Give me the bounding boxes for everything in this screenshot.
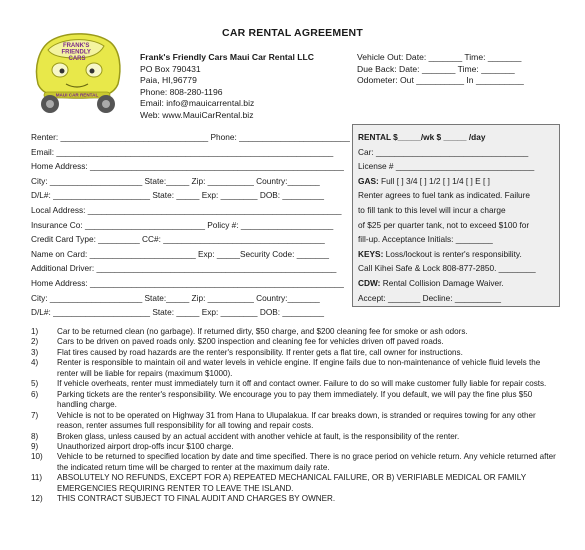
renter-phone-field[interactable]: Renter: ________________________________ Phone: ________________________ xyxy=(31,132,350,142)
due-back-line: Due Back: Date: _______ Time: _______ xyxy=(357,63,515,74)
keys-label: KEYS: xyxy=(358,248,384,259)
cdw-line xyxy=(358,276,536,291)
term-item xyxy=(31,442,561,452)
home-address-field[interactable]: Home Address: _______________________________________________________ xyxy=(31,161,344,172)
term-text: Unauthorized airport drop-offs incur $100 charge. xyxy=(57,441,234,451)
city-state-zip-field[interactable]: City: ____________________ State:_____ Zip: __________ Country:_______ xyxy=(31,175,320,186)
term-text: Car to be returned clean (no garbage). If returned dirty, $50 charge, and $200 cleaning fee for smoke or ash odors. xyxy=(57,327,468,336)
additional-driver-field[interactable]: Additional Driver: ____________________________________________________ xyxy=(31,263,337,274)
term-number: 5) xyxy=(31,379,39,389)
rental-details xyxy=(358,130,536,305)
company-address-line1: PO Box 790431 xyxy=(140,63,201,74)
term-text: Broken glass, unless caused by an actual accident with another vehicle at fault, is the responsibility of the renter. xyxy=(57,431,460,441)
term-text: Parking tickets are the renter's responsibility. We encourage you to pay them immediately. If you default, we will pay the fine plus $50 handling charge. xyxy=(57,389,533,410)
term-number: 7) xyxy=(31,410,39,420)
term-text: Cars to be driven on paved roads only. $200 inspection and cleaning fee for vehicles driven off paved roads. xyxy=(57,337,444,347)
term-item xyxy=(31,411,561,432)
terms-list xyxy=(31,327,561,505)
fuel-policy-line3: of $25 per quarter tank, not to exceed $100 for xyxy=(358,219,530,230)
vehicle-out-line: Vehicle Out: Date: _______ Time: _______ xyxy=(357,52,522,62)
company-web: Web: www.MauiCarRental.biz xyxy=(140,109,254,120)
cdw-label: CDW: xyxy=(358,277,381,288)
cdw-accept-decline[interactable]: Accept: _______ Decline: __________ xyxy=(358,292,502,303)
insurance-field[interactable]: Insurance Co: __________________________ Policy #: ____________________ xyxy=(31,219,334,230)
company-address-line2: Paia, HI,96779 xyxy=(140,75,197,85)
company-info xyxy=(140,52,314,121)
term-number: 8) xyxy=(31,431,39,441)
term-number: 9) xyxy=(31,441,39,451)
fuel-policy-line1: Renter agrees to fuel tank as indicated. Failure xyxy=(358,190,531,201)
company-email: Email: info@mauicarrental.biz xyxy=(140,98,255,108)
fuel-acceptance[interactable]: fill-up. Acceptance Initials: ________ xyxy=(358,234,493,245)
term-item xyxy=(31,452,561,473)
keys-text: Loss/lockout is renter's responsibility. xyxy=(383,248,522,259)
term-text: Renter is responsible to maintain oil and water levels in vehicle engine. If engine fails due to non-maintenance of vehicle fluid levels the renter will be liable for repairs (maximum $1000). xyxy=(57,358,541,378)
term-number: 3) xyxy=(31,347,39,357)
document-title: CAR RENTAL AGREEMENT xyxy=(222,27,363,39)
company-logo xyxy=(30,28,125,116)
vehicle-dates xyxy=(357,52,524,87)
term-number: 11) xyxy=(31,473,43,483)
car-field[interactable]: Car: _________________________________ xyxy=(358,146,529,157)
renter-fields xyxy=(31,130,350,320)
email-field[interactable]: Email: ____________________________________________________________ xyxy=(31,146,334,157)
term-text: ABSOLUTELY NO REFUNDS, EXCEPT FOR A) REPEATED MECHANICAL FAILURE, OR B) VERIFIABLE MEDICAL OR FAMILY EMERGENCIES REQUIRING RENTER TO LEAVE THE ISLAND. xyxy=(57,473,526,493)
term-item xyxy=(31,494,561,504)
driver-license-field[interactable]: D/L#: _____________________ State: _____ Exp: ________ DOB: _________ xyxy=(31,307,324,318)
term-text: Flat tires caused by road hazards are the renter's responsibility. If renter gets a flat tire, call owner for instructions. xyxy=(57,347,463,357)
logo-text-top: FRANK'S FRIENDLY CARS xyxy=(61,43,91,62)
term-item xyxy=(31,358,561,379)
logo-text-bottom: MAUI CAR RENTAL xyxy=(55,92,99,98)
term-item xyxy=(31,327,561,337)
keys-call[interactable]: Call Kihei Safe & Lock 808-877-2850. ________ xyxy=(358,263,536,274)
odometer-line: Odometer: Out __________ In __________ xyxy=(357,75,524,85)
term-item xyxy=(31,337,561,347)
driver-city-state-zip-field[interactable]: City: ____________________ State:_____ Zip: __________ Country:_______ xyxy=(31,292,320,303)
term-number: 10) xyxy=(31,452,43,462)
keys-policy xyxy=(358,247,536,262)
gas-options[interactable]: Full [ ] 3/4 [ ] 1/2 [ ] 1/4 [ ] E [ ] xyxy=(378,175,490,186)
term-number: 6) xyxy=(31,389,39,399)
name-on-card-field[interactable]: Name on Card: _______________________ Exp: _____Security Code: _______ xyxy=(31,248,329,259)
gas-level xyxy=(358,174,536,189)
term-number: 4) xyxy=(31,358,39,368)
term-item xyxy=(31,390,561,411)
term-item xyxy=(31,379,561,389)
term-item xyxy=(31,432,561,442)
fuel-policy-line2: to fill tank to this level will incur a charge xyxy=(358,204,506,215)
term-text: THIS CONTRACT SUBJECT TO FINAL AUDIT AND CHARGES BY OWNER. xyxy=(57,494,336,504)
term-item xyxy=(31,348,561,358)
cdw-text: Rental Collision Damage Waiver. xyxy=(380,277,504,288)
term-text: Vehicle to be returned to specified location by date and time specified. There is no grace period on vehicle return. Any vehicle returned after the indicated return time will be charged to renter at the maximum daily rate. xyxy=(57,452,556,472)
local-address-field[interactable]: Local Address: _______________________________________________________ xyxy=(31,204,342,215)
driver-home-address-field[interactable]: Home Address: _______________________________________________________ xyxy=(31,277,344,288)
term-number: 2) xyxy=(31,337,39,347)
term-number: 1) xyxy=(31,327,39,336)
company-name: Frank's Friendly Cars Maui Car Rental LLC xyxy=(140,52,314,62)
license-plate-field[interactable]: License # ______________________________ xyxy=(358,161,535,172)
term-item xyxy=(31,473,561,494)
license-field[interactable]: D/L#: _____________________ State: _____ Exp: ________ DOB: _________ xyxy=(31,190,324,201)
rental-rate[interactable]: RENTAL $_____/wk $ _____ /day xyxy=(358,132,486,142)
term-text: If vehicle overheats, renter must immediately turn it off and contact owner. Failure to do so will make customer fully liable for repair costs. xyxy=(57,379,547,389)
term-text: Vehicle is not to be operated on Highway 31 from Hana to Ulupalakua. If car breaks down, is stranded or requires towing for any other reason, renter assumes full responsibility for all towing and repair costs. xyxy=(57,410,536,431)
company-phone: Phone: 808-280-1196 xyxy=(140,86,223,97)
gas-label: GAS: xyxy=(358,175,379,186)
term-number: 12) xyxy=(31,494,43,504)
credit-card-field[interactable]: Credit Card Type: _________ CC#: ___________________________________ xyxy=(31,234,325,245)
